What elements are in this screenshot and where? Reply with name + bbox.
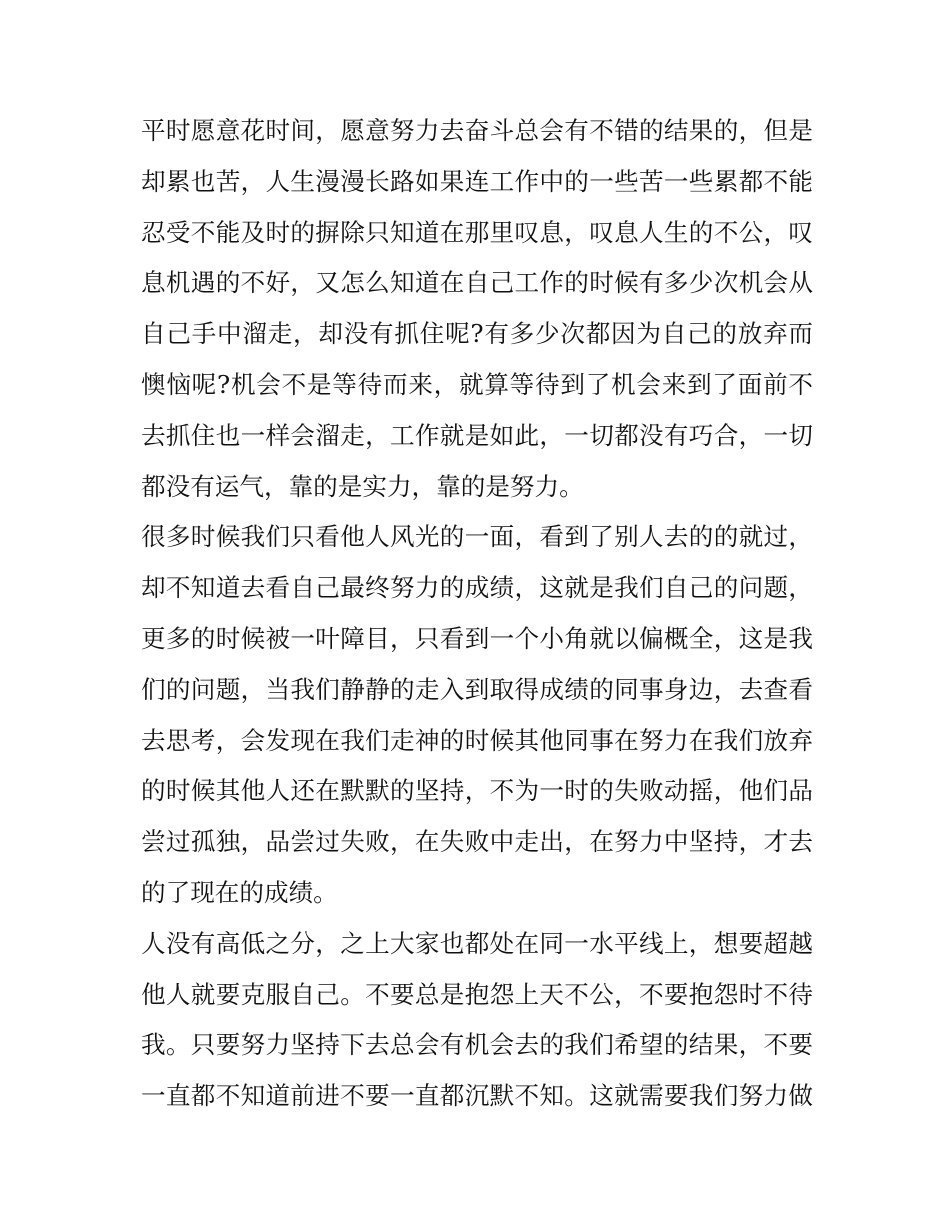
- text-line: 更多的时候被一叶障目，只看到一个小角就以偏概全，这是我: [141, 623, 813, 653]
- text-line: 去思考，会发现在我们走神的时候其他同事在努力在我们放弃: [141, 725, 813, 755]
- text-line: 自己手中溜走，却没有抓住呢?有多少次都因为自己的放弃而: [141, 319, 813, 349]
- text-line: 人没有高低之分，之上大家也都处在同一水平线上，想要超越: [141, 928, 813, 958]
- text-line: 平时愿意花时间，愿意努力去奋斗总会有不错的结果的，但是: [141, 116, 813, 145]
- text-line: 却不知道去看自己最终努力的成绩，这就是我们自己的问题，: [141, 573, 813, 603]
- text-line: 的了现在的成绩。: [141, 877, 338, 907]
- text-line: 却累也苦，人生漫漫长路如果连工作中的一些苦一些累都不能: [141, 166, 813, 196]
- text-line: 我。只要努力坚持下去总会有机会去的我们希望的结果，不要: [141, 1030, 813, 1060]
- text-line: 都没有运气，靠的是实力，靠的是努力。: [141, 471, 584, 501]
- text-line: 一直都不知道前进不要一直都沉默不知。这就需要我们努力做: [141, 1081, 813, 1111]
- text-line: 懊恼呢?机会不是等待而来，就算等待到了机会来到了面前不: [141, 369, 813, 399]
- text-line: 很多时候我们只看他人风光的一面，看到了别人去的的就过，: [141, 522, 813, 552]
- text-line: 忍受不能及时的摒除只知道在那里叹息，叹息人生的不公，叹: [141, 217, 813, 247]
- text-line: 去抓住也一样会溜走，工作就是如此，一切都没有巧合，一切: [141, 420, 813, 450]
- text-line: 们的问题，当我们静静的走入到取得成绩的同事身边，去查看: [141, 674, 813, 704]
- body-text: [141, 106, 813, 1122]
- text-line: 尝过孤独，品尝过失败，在失败中走出，在努力中坚持，才去: [141, 827, 813, 857]
- text-line: 他人就要克服自己。不要总是抱怨上天不公，不要抱怨时不待: [141, 979, 813, 1009]
- text-line: 的时候其他人还在默默的坚持，不为一时的失败动摇，他们品: [141, 776, 813, 806]
- text-line: 息机遇的不好，又怎么知道在自己工作的时候有多少次机会从: [141, 268, 813, 298]
